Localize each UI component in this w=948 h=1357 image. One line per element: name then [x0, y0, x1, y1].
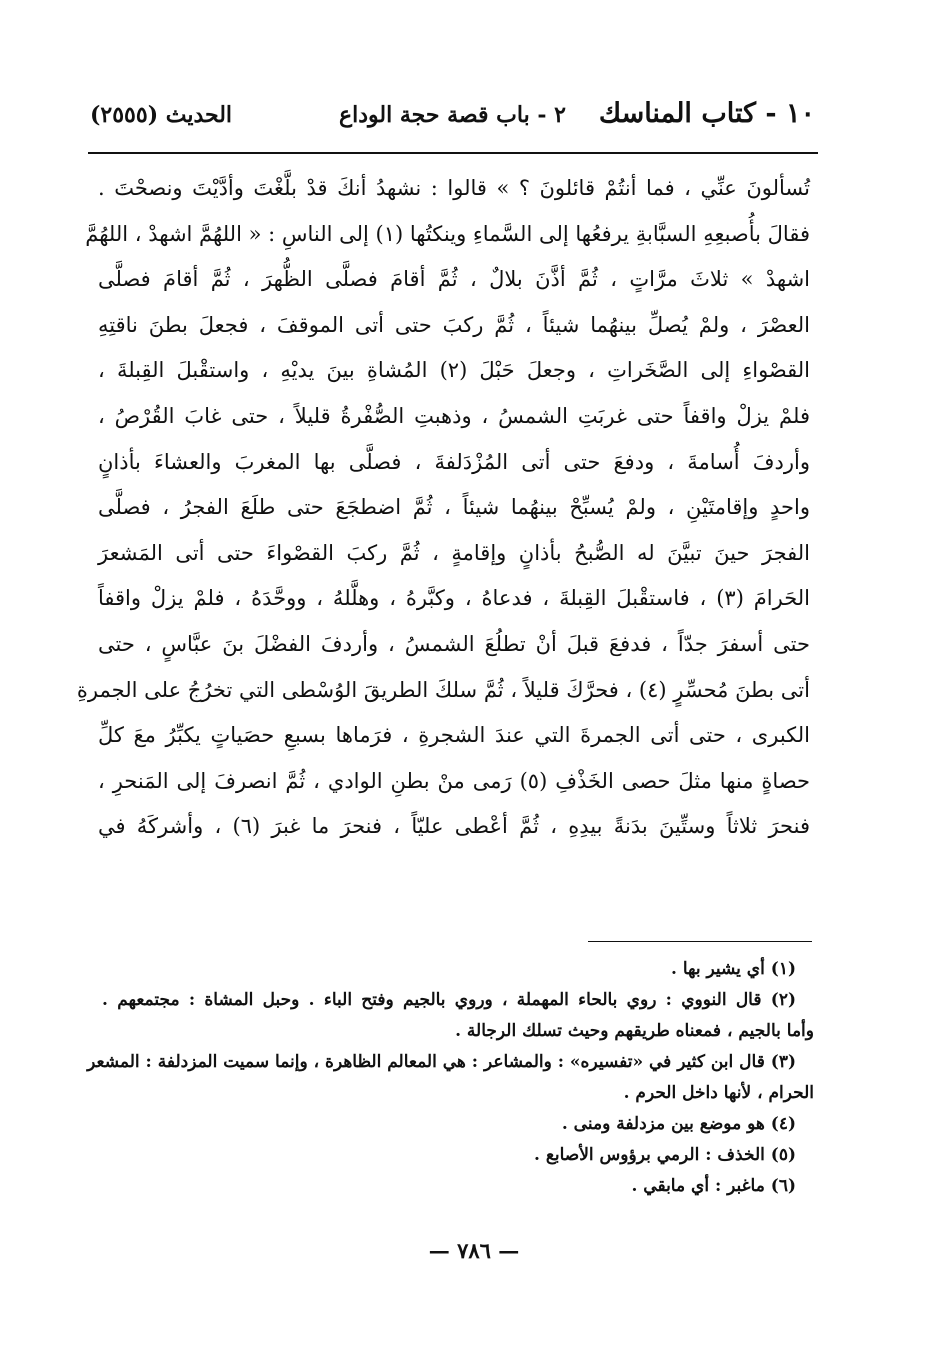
footnote-2: (٢) قال النووي : روي بالحاء المهملة ، وروي بالجيم وفتح الباء . وحبل المشاة : مجتمعهم .	[102, 990, 796, 1010]
page-header	[90, 98, 815, 148]
footnote-4: (٤) هو موضع بين مزدلفة ومنى .	[561, 1114, 796, 1134]
text-line: فلمْ يزلْ واقفاً حتى غربَتِ الشمسُ ، وذهبتِ الصُّفْرةُ قليلاً ، حتى غابَ القُرْصُ ،	[98, 403, 810, 428]
footnote-2-continued: وأما بالجيم ، فمعناه طريقهم وحيث تسلك الرجالة .	[455, 1021, 814, 1041]
header-divider	[88, 152, 818, 154]
hadith-number: الحديث (٢٥٥٥)	[90, 102, 233, 128]
footnote-3: (٣) قال ابن كثير في «تفسيره» : والمشاعر : هي المعالم الظاهرة ، وإنما سميت المزدلفة : المشعر	[87, 1052, 796, 1072]
footnotes	[87, 954, 814, 1202]
text-line: الكبرى ، حتى أتى الجمرةَ التي عندَ الشجرةِ ، فرَماها بسبعِ حصَياتٍ يكبِّرُ معَ كلِّ	[98, 723, 810, 748]
footnote-5: (٥) الخذف : الرمي برؤوس الأصابع .	[533, 1145, 796, 1165]
footnote-divider	[588, 941, 812, 942]
text-line: اشهدْ » ثلاثَ مرَّاتٍ ، ثُمَّ أذَّنَ بلالٌ ، ثُمَّ أقامَ فصلَّى الظُّهرَ ، ثُمَّ أقامَ فصلَّى	[98, 267, 810, 292]
text-line: العصْرَ ، ولمْ يُصلِّ بينهُما شيئاً ، ثُمَّ ركبَ حتى أتى الموقفَ ، فجعلَ بطنَ ناقتِهِ	[98, 312, 810, 337]
text-line: واحدٍ وإقامتَيْنِ ، ولمْ يُسبِّحْ بينهُما شيئاً ، ثُمَّ اضطجَعَ حتى طلَعَ الفجرُ ، فصلَّى	[98, 495, 810, 520]
text-line: وأردفَ أُسامةَ ، ودفعَ حتى أتى المُزْدَلفةَ ، فصلَّى بها المغربَ والعشاءَ بأذانٍ	[98, 449, 810, 474]
text-line: حصاةٍ منها مثلَ حصى الخَذْفِ (٥) رَمى منْ بطنِ الوادي ، ثُمَّ انصرفَ إلى المَنحرِ ،	[98, 768, 811, 793]
text-line: فقالَ بأُصبعِهِ السبَّابةِ يرفعُها إلى السَّماءِ وينكتُها (١) إلى الناسِ : « اللهُمَّ اشهدْ ، اللهُمَّ	[85, 221, 810, 246]
text-line: القصْواءِ إلى الصَّخَراتِ ، وجعلَ حَبْلَ (٢) المُشاةِ بينَ يديْهِ ، واستقْبلَ القِبلةَ ،	[98, 358, 810, 383]
footnote-6: (٦) ماغبر : أي مابقي .	[631, 1176, 796, 1196]
footnote-3-continued: الحرام ، لأنها داخل الحرم .	[623, 1083, 814, 1103]
text-line: فنحرَ ثلاثاً وستِّينَ بدَنةً بيدِهِ ، ثُمَّ أعْطى عليّاً ، فنحرَ ما غبرَ (٦) ، وأشركَهُ في	[98, 814, 810, 839]
hadith-text	[76, 166, 811, 850]
page-number: — ٧٨٦ —	[428, 1238, 520, 1263]
text-line: الفجرَ حينَ تبيَّنَ له الصُّبحُ بأذانٍ وإقامةٍ ، ثُمَّ ركبَ القصْواءَ حتى أتى المَشعرَ	[98, 540, 810, 565]
section-title: ٢ - باب قصة حجة الوداع	[339, 102, 566, 128]
text-line: الحَرامَ (٣) ، فاستقْبلَ القِبلةَ ، فدعاهُ ، وكبَّرهُ ، وهلَّلهُ ، ووحَّدَهُ ، فلمْ يزلْ واقفاً	[98, 586, 810, 611]
text-line: حتى أسفرَ جدّاً ، فدفعَ قبلَ أنْ تطلُعَ الشمسُ ، وأردفَ الفضْلَ بنَ عبَّاسٍ ، حتى	[98, 631, 810, 656]
text-line: تُسألونَ عنِّي ، فما أنتُمْ قائلونَ ؟ » قالوا : نشهدُ أنكَ قدْ بلَّغْتَ وأدَّيْتَ ونصحْتَ .	[98, 176, 810, 200]
chapter-title: ١٠ - كتاب المناسك	[598, 98, 815, 129]
text-line: أتى بطنَ مُحسِّرٍ (٤) ، فحرَّكَ قليلاً ، ثُمَّ سلكَ الطريقَ الوُسْطى التي تخرُجُ على الجمرةِ	[76, 677, 810, 702]
footnote-1: (١) أي يشير بها .	[670, 959, 796, 979]
